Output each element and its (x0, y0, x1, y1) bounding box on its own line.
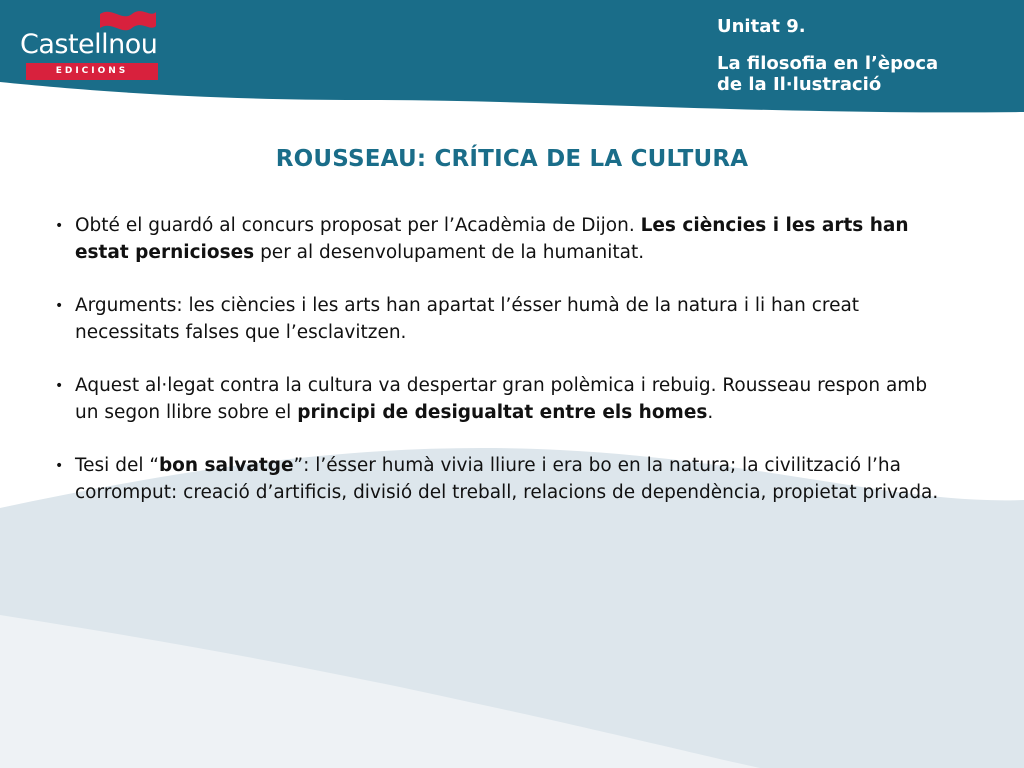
bullet-text: per al desenvolupament de la humanitat. (254, 242, 645, 263)
bullet-icon: • (55, 458, 64, 474)
bullet-bold-text: bon salvatge (158, 455, 294, 476)
bullet-icon: • (55, 298, 64, 314)
unit-subtitle-line-1: La filosofia en l’època (717, 53, 939, 74)
logo-name: Castellnou (20, 29, 158, 60)
bullet-list (55, 212, 955, 532)
bullet-text: Aquest al·legat contra la cultura va despertar gran polèmica i rebuig. Rousseau respon amb un segon llibre sobre el (75, 375, 928, 423)
bullet-text: Tesi del “ (75, 455, 159, 476)
bullet-item (55, 452, 955, 506)
bullet-text: Obté el guardó al concurs proposat per l’Acadèmia de Dijon. (75, 215, 641, 236)
bullet-bold-text: principi de desigualtat entre els homes (297, 402, 708, 423)
bullet-item (55, 212, 955, 266)
logo-publisher: EDICIONS (26, 63, 158, 80)
unit-subtitle-line-2: de la Il·lustració (717, 74, 882, 95)
castellnou-logo (20, 8, 160, 76)
unit-subtitle (717, 53, 1017, 95)
bullet-item (55, 292, 955, 346)
bullet-icon: • (55, 218, 64, 234)
slide-title: ROUSSEAU: CRÍTICA DE LA CULTURA (275, 146, 749, 172)
bullet-text: ”: l’ésser humà vivia lliure i era bo en la natura; la civilització l’ha corromput: creació d’artificis, divisió del treball, relacions de dependència, propietat privada. (75, 455, 939, 503)
bullet-text: Arguments: les ciències i les arts han apartat l’ésser humà de la natura i li han creat necessitats falses que l’esclavitzen. (75, 295, 860, 343)
bullet-item (55, 372, 955, 426)
bullet-icon: • (55, 378, 64, 394)
bullet-text: . (707, 402, 714, 423)
unit-title: Unitat 9. (717, 16, 806, 37)
bullet-bold-text: Les ciències i les arts han estat pernicioses (75, 215, 909, 263)
